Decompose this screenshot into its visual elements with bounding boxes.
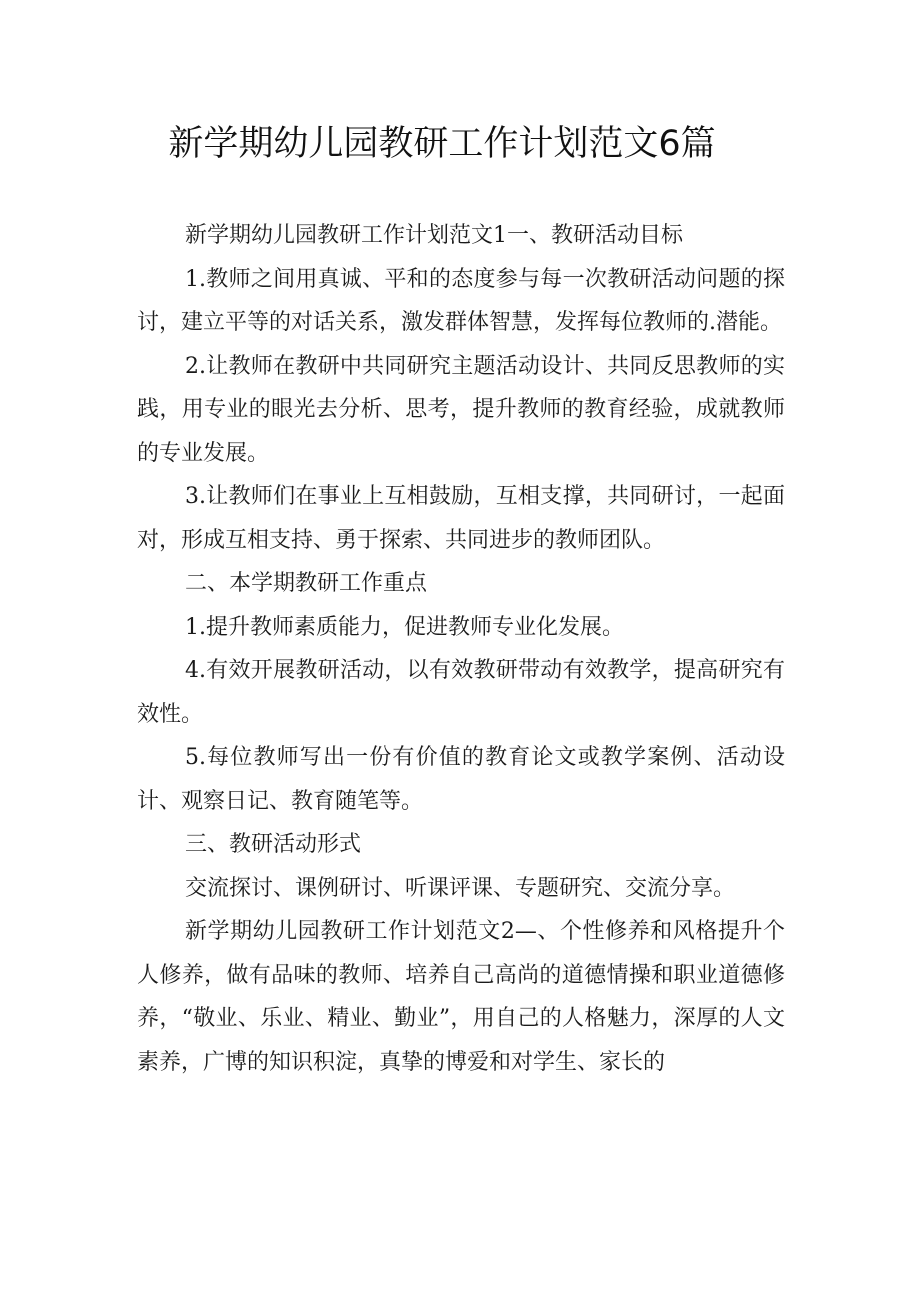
paragraph-focus-4: 4.有效开展教研活动，以有效教研带动有效教学，提高研究有效性。: [137, 658, 785, 727]
paragraph-goal-2: 2.让教师在教研中共同研究主题活动设计、共同反思教师的实践，用专业的眼光去分析、思考，提升教师的教育经验，成就教师的专业发展。: [137, 353, 785, 466]
paragraph-plan-2-intro: 新学期幼儿园教研工作计划范文2—、个性修养和风格提升个人修养，做有品味的教师、培养自己高尚的道德情操和职业道德修养，“敬业、乐业、精业、勤业”，用自己的人格魅力，深厚的人文素养，广博的知识积淀，真挚的博爱和对学生、家长的: [137, 919, 785, 1075]
document-title: 新学期幼儿园教研工作计划范文6篇: [168, 124, 716, 164]
section-heading-focus: 二、本学期教研工作重点: [185, 571, 428, 596]
section-heading-forms: 三、教研活动形式: [185, 832, 362, 857]
paragraph-goal-3: 3.让教师们在事业上互相鼓励，互相支撑，共同研讨，一起面对，形成互相支持、勇于探索、共同进步的教师团队。: [137, 484, 785, 553]
document-body: [137, 214, 785, 1084]
paragraph-focus-1: 1.提升教师素质能力，促进教师专业化发展。: [185, 614, 624, 640]
paragraph-forms: 交流探讨、课例研讨、听课评课、专题研究、交流分享。: [185, 875, 736, 901]
paragraph-focus-5: 5.每位教师写出一份有价值的教育论文或教学案例、活动设计、观察日记、教育随笔等。: [137, 745, 785, 814]
paragraph-plan-1-goals-heading: 新学期幼儿园教研工作计划范文1一、教研活动目标: [185, 223, 683, 248]
paragraph-goal-1: 1.教师之间用真诚、平和的态度参与每一次教研活动问题的探讨，建立平等的对话关系，激发群体智慧，发挥每位教师的.潜能。: [137, 266, 785, 335]
